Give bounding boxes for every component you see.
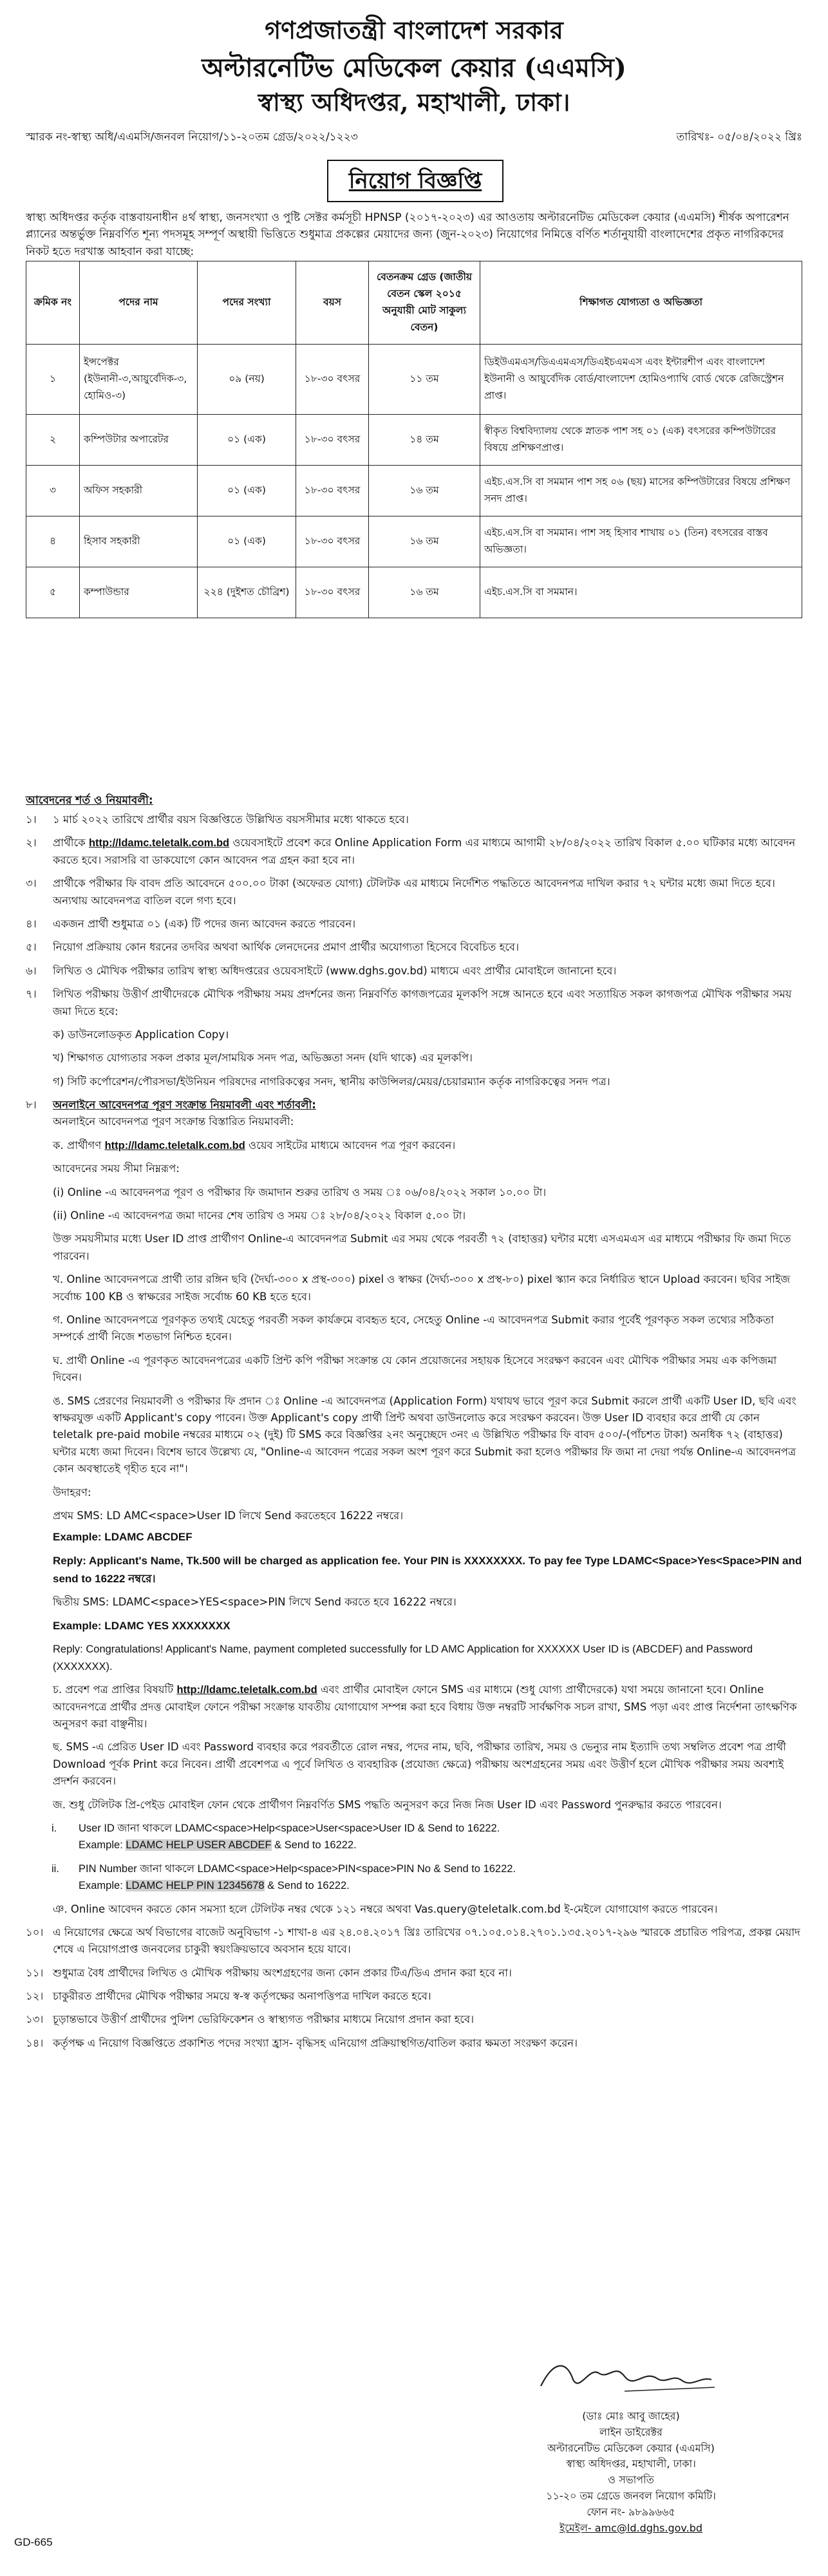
table-row [26, 516, 802, 567]
item-text: একজন প্রার্থী শুধুমাত্র ০১ (এক) টি পদের জন্য আবেদন করতে পারবেন। [53, 917, 356, 930]
table-cell: ১৮-৩০ বৎসর [296, 466, 369, 516]
sms-example-2: Example: LDAMC YES XXXXXXXX [53, 1620, 231, 1633]
item-number: ৫। [26, 941, 37, 954]
list-item [26, 986, 802, 1020]
list-item [26, 1074, 802, 1090]
list-item [26, 1508, 802, 1524]
table-cell: ৩ [26, 466, 80, 516]
item-text: অনলাইনে আবেদনপত্র পূরণ সংক্রান্ত বিস্তারিত নিয়মাবলী: [53, 1115, 294, 1128]
item-number [26, 1231, 53, 1265]
list-item [26, 875, 802, 909]
recovery-instruction: User ID জানা থাকলে LDAMC<space>Help<space>User<space>User ID & Send to 16222. [79, 1822, 500, 1834]
item-number: ii. [52, 1862, 59, 1875]
item-number: i. [52, 1822, 57, 1834]
recovery-instruction: PIN Number জানা থাকলে LDAMC<space>Help<space>PIN<space>PIN No & Send to 16222. [79, 1862, 516, 1875]
list-item [26, 2011, 802, 2028]
recovery-item [52, 1861, 802, 1895]
col-post-name: পদের নাম [80, 261, 198, 345]
item-number: ৩। [26, 877, 37, 890]
list-item [26, 1393, 802, 1478]
footer-code: GD-665 [14, 2536, 53, 2548]
table-cell: কম্পাউন্ডার [80, 567, 198, 618]
list-item [26, 1924, 802, 1958]
item-text: আবেদনের সময় সীমা নিম্নরূপ: [53, 1162, 180, 1175]
item-text: নিয়োগ প্রক্রিয়ায় কোন ধরনের তদবির অথবা আর্থিক লেনদেনের প্রমাণ প্রার্থীর অযোগ্যতা হিসেবে বিবেচিত হবে। [53, 941, 520, 954]
item-number [26, 1312, 53, 1346]
table-cell: ১৮-৩০ বৎসর [296, 516, 369, 567]
signature [528, 2354, 721, 2399]
col-age: বয়স [296, 261, 369, 345]
item-number [26, 1074, 53, 1090]
table-row [26, 567, 802, 618]
item-text: ওয়েবসাইটে প্রবেশ করে Online Application Form এর মাধ্যমে আগামী ২৮/০৪/২০২২ তারিখ বিকাল ৫.০০ ঘটিকার মধ্যে আবেদন করতে হবে। সরাসরি বা ডাকযোগে কোন আবেদন পত্র গ্রহন করা হবে না। [53, 837, 796, 866]
item-text: লিখিত পরীক্ষায় উত্তীর্ণ প্রার্থীদেরকে মৌখিক পরীক্ষায় সময় প্রদর্শনের জন্য নিম্নবর্ণিত কাগজপত্রের মূলকপি সঙ্গে আনতে হবে এবং সত্যায়িত সকল কাগজপত্র মৌখিক পরীক্ষার সময় জমা দিতে হবে: [53, 988, 792, 1018]
table-row [26, 415, 802, 466]
item-number [26, 1027, 53, 1043]
item-number: ১। [26, 813, 37, 826]
table-cell: ৪ [26, 516, 80, 567]
item-number [26, 1352, 53, 1387]
item-number [26, 1160, 53, 1177]
item-number: ৬। [26, 964, 37, 977]
item-number: ১০। [26, 1926, 44, 1938]
table-cell: এইচ.এস.সি বা সমমান। [480, 567, 802, 618]
list-item [26, 1184, 802, 1201]
item-text: লিখিত ও মৌখিক পরীক্ষার তারিখ স্বাস্থ্য অধিদপ্তরের ওয়েবসাইটে (www.dghs.gov.bd) মাধ্যমে এবং প্রার্থীর মোবাইলে জানানো হবে। [53, 964, 617, 977]
item-number [26, 1393, 53, 1478]
conditions-heading: আবেদনের শর্ত ও নিয়মাবলী: [26, 794, 153, 807]
item-number: ১২। [26, 1990, 44, 2003]
item-text: এ নিয়োগের ক্ষেত্রে অর্থ বিভাগের বাজেট অনুবিভাগ -১ শাখা-৪ এর ২৪.০৪.২০১৭ খ্রিঃ তারিখের ০৭.১০৫.০১৪.২৭০১.১৩৫.২০১৭-২৯৬ স্মারকে প্রচারিত পরিপত্র, প্রকল্প মেয়াদ শেষে এ নিয়োগপ্রাপ্ত জনবলের চাকুরী স্বয়ংক্রিয়ভাবে অবসান হয়ে যাবে। [53, 1926, 800, 1956]
item-text: খ. Online আবেদনপত্রে প্রার্থী তার রঙ্গিন ছবি (দৈর্ঘ্য-৩০০ x প্রস্থ-৩০০) pixel ও স্বাক্ষর (দৈর্ঘ্য-৩০০ x প্রস্থ-৮০) pixel স্ক্যান করে নির্ধারিত স্থানে Upload করবেন। ছবির সাইজ সর্বোচ্চ 100 KB ও স্বাক্ষরের সাইজ সর্বোচ্চ 60 KB হতে হবে। [53, 1273, 791, 1303]
list-item [26, 1208, 802, 1224]
sms-reply-1: Reply: Applicant's Name, Tk.500 will be charged as application fee. Your PIN is XXXXXXXX. To pay fee Type LDAMC<Space>Yes<Space>PIN and send to 16222 নম্বরে। [53, 1555, 802, 1585]
conditions-list [26, 811, 802, 2058]
item-text: ছ. SMS -এ প্রেরিত User ID এবং Password ব্যবহার করে পরবর্তীতে রোল নম্বর, পদের নাম, ছবি, পরীক্ষার তারিখ, সময় ও ভেন্যুর নাম ইত্যাদি তথ্য সম্বলিত প্রবেশ পত্র প্রার্থী Download পূর্বক Print করে নিবেন। প্রার্থী প্রবেশপত্র এ পূর্বে লিখিত ও ব্যবহারিক (প্রযোজ্য ক্ষেত্রে) পরীক্ষায় অংশগ্রহনের সময় এবং উত্তীর্ণ হলে মৌখিক পরীক্ষার সময় অবশ্যই প্রদর্শন করবেন। [53, 1741, 787, 1788]
table-row [26, 345, 802, 415]
government-header: গণপ্রজাতন্ত্রী বাংলাদেশ সরকার [265, 15, 563, 44]
table-cell: ১১ তম [369, 345, 480, 415]
issue-date: তারিখঃ- ০৫/০৪/২০২২ খ্রিঃ [676, 131, 802, 144]
item-text: (ii) Online -এ আবেদনপত্র জমা দানের শেষ তারিখ ও সময় ঃ ২৮/০৪/২০২২ বিকাল ৫.০০ টা। [53, 1209, 466, 1222]
signatory-office: অল্টারনেটিভ মেডিকেল কেয়ার (এএমসি) [547, 2441, 715, 2454]
intro-paragraph: স্বাস্থ্য অধিদপ্তর কর্তৃক বাস্তবায়নাধীন ৪র্থ স্বাস্থ্য, জনসংখ্যা ও পুষ্টি সেক্টর কর্মসূচী HPNSP (২০১৭-২০২৩) এর আওতায় অল্টারনেটিভ মেডিকেল কেয়ার (এএমসি) শীর্ষক অপারেশন প্ল্যানের অন্তর্ভুক্ত নিম্নবর্ণিত শূন্য পদসমূহ সম্পূর্ণ অস্থায়ী ভিত্তিতে শুধুমাত্র প্রকল্পের মেয়াদের জন্য (জুন-২০২৩) নিয়োগের নিমিত্তে বর্ণিত শর্তানুযায়ী বাংলাদেশের প্রকৃত নাগরিকদের নিকট হতে দরখাস্ত আহবান করা যাচ্ছে: [26, 211, 789, 258]
table-cell: ২২৪ (দুইশত চৌব্রিশ) [198, 567, 296, 618]
table-cell: ১৪ তম [369, 415, 480, 466]
list-item [26, 835, 802, 869]
list-item [26, 1097, 802, 1131]
table-cell: ১৬ তম [369, 516, 480, 567]
table-cell: ৫ [26, 567, 80, 618]
sms-reply-2: Reply: Congratulations! Applicant's Name, payment completed successfully for LD AMC Application for XXXXXX User ID is (ABCDEF) and Password (XXXXXXX). [53, 1643, 753, 1672]
item-number: ১১। [26, 1966, 44, 1979]
item-text: ১ মার্চ ২০২২ তারিখে প্রার্থীর বয়স বিজ্ঞপ্তিতে উল্লিখিত বয়সসীমার মধ্যে থাকতে হবে। [53, 813, 409, 826]
item-number [26, 1508, 53, 1524]
signatory-dept: স্বাস্থ্য অধিদপ্তর, মহাখালী, ঢাকা। [566, 2458, 696, 2470]
table-cell: ১৮-৩০ বৎসর [296, 415, 369, 466]
item-number [26, 1797, 53, 1814]
item-number [26, 1484, 53, 1501]
item-text: জ. শুধু টেলিটক প্রি-পেইড মোবাইল ফোন থেকে প্রার্থীগণ নিম্নবর্ণিত SMS পদ্ধতি অনুসরণ করে নিজ নিজ User ID এবং Password পুনরুদ্ধার করতে পারবেন। [53, 1798, 722, 1811]
table-cell: ০১ (এক) [198, 466, 296, 516]
item-text: ঞ. Online আবেদন করতে কোন সমস্যা হলে টেলিটক নম্বর থেকে ১২১ নম্বরে অথবা Vas.query@teletalk.com.bd ই-মেইলে যোগাযোগ করতে পারবেন। [53, 1902, 718, 1915]
item-number: ৭। [26, 988, 37, 1001]
item-number [26, 1050, 53, 1066]
application-link[interactable]: http://ldamc.teletalk.com.bd [88, 837, 230, 849]
item-number [26, 1901, 53, 1918]
col-grade: বেতনক্রম গ্রেড (জাতীয় বেতন স্কেল ২০১৫ অনুযায়ী মোট সাকুল্য বেতন) [369, 261, 480, 345]
list-item [26, 1901, 802, 1918]
item-text: চাকুরীরত প্রার্থীদের মৌখিক পরীক্ষার সময়ে স্ব-স্ব কর্তৃপক্ষের অনাপত্তিপত্র দাখিল করতে হবে। [53, 1990, 431, 2003]
example-label: Example: [79, 1839, 123, 1852]
application-link[interactable]: http://ldamc.teletalk.com.bd [104, 1139, 245, 1151]
list-item [26, 811, 802, 828]
item-text: প্রথম SMS: LD AMC<space>User ID লিখে Send করতেহবে 16222 নম্বরে। [53, 1509, 404, 1522]
table-row [26, 466, 802, 516]
item-text: (i) Online -এ আবেদনপত্র পূরণ ও পরীক্ষার ফি জমাদান শুরুর তারিখ ও সময় ঃ ০৬/০৪/২০২২ সকাল ১০.০০ টা। [53, 1186, 547, 1198]
item-number [26, 1681, 53, 1732]
list-item [26, 1137, 802, 1154]
col-post-count: পদের সংখ্যা [198, 261, 296, 345]
table-cell: স্বীকৃত বিশ্ববিদ্যালয় থেকে স্নাতক পাশ সহ ০১ (এক) বৎসরের কম্পিউটারের বিষয়ে প্রশিক্ষণপ্রাপ্ত। [480, 415, 802, 466]
item-text: উক্ত সময়সীমার মধ্যে User ID প্রাপ্ত প্রার্থীগণ Online-এ আবেদনপত্র Submit এর সময় থেকে পরবর্তী ৭২ (বাহাত্তর) ঘন্টার মধ্যে এসএমএস এর মাধ্যমে পরীক্ষার ফি জমা দিতে পারবেন। [53, 1233, 791, 1262]
item-number [26, 1137, 53, 1154]
item-text: ঘ. প্রার্থী Online -এ পূরণকৃত আবেদনপত্রের একটি প্রিন্ট কপি পরীক্ষা সংক্রান্ত যে কোন প্রয়োজনের সহায়ক হিসেবে সংরক্ষণ করবেন এবং মৌখিক পরীক্ষার সময় এক কপিজমা দিবেন। [53, 1354, 777, 1384]
list-item [26, 1965, 802, 1982]
list-item [26, 916, 802, 933]
example-highlight: LDAMC HELP USER ABCDEF [126, 1839, 272, 1852]
example-suffix: & Send to 16222. [274, 1839, 357, 1852]
item-number: ২। [26, 837, 37, 849]
item-number [26, 1208, 53, 1224]
list-item [26, 1739, 802, 1790]
list-item [26, 1988, 802, 2005]
item-text: এবং প্রার্থীর মোবাইল ফোনে SMS এর মাধ্যমে (শুধু যোগ্য প্রার্থীদেরকে) যথা সময়ে জানানো হবে। Online আবেদনপত্রে প্রার্থীর প্রদত্ত মোবাইল ফোনে পরীক্ষা সংক্রান্ত যাবতীয় যোগাযোগ সম্পন্ন করা হবে বিধায় উক্ত নম্বরটি সার্বক্ষণিক সচল রাখা, SMS পড়া এবং প্রাপ্ত নির্দেশনা তাৎক্ষণিক অনুসরণ করা বাঞ্ছনীয়। [53, 1683, 797, 1730]
item-text: ঙ. SMS প্রেরণের নিয়মাবলী ও পরীক্ষার ফি প্রদান ঃ Online -এ আবেদনপত্র (Application Form) যথাযথ ভাবে পূরণ করে Submit করলে প্রার্থী একটি User ID, ছবি এবং স্বাক্ষরযুক্ত একটি Applicant's copy পাবেন। উক্ত Applicant's copy প্রার্থী প্রিন্ট অথবা ডাউনলোড করে সংরক্ষণ করবেন। উক্ত User ID ব্যবহার করে প্রার্থী যে কোন teletalk pre-paid mobile নম্বরের মাধ্যমে ০২ (দুই) টি SMS করে বিজ্ঞপ্তির ২নং অনুচ্ছেদে ৩নং এ উল্লিখিত পরীক্ষার ফি বাবদ ৫০০/-(পাঁচশত টাকা) অনধিক ৭২ (বাহাত্তর) ঘন্টার মধ্যে জমা দিবেন। বিশেষ ভাবে উল্লেখ্য যে, "Online-এ আবেদন পত্রের সকল অংশ পূরণ করে Submit করা হলেও পরীক্ষার ফি জমা না দেয়া পর্যন্ত Online-এ আবেদনপত্র কোন অবস্থাতেই গৃহীত হবে না"। [53, 1394, 796, 1475]
item-number: ৮। [26, 1099, 37, 1112]
item-text: শুধুমাত্র বৈধ প্রার্থীদের লিখিত ও মৌখিক পরীক্ষায় অংশগ্রহণের জন্য কোন প্রকার টিএ/ডিএ প্রদান করা হবে না। [53, 1966, 512, 1979]
list-item [26, 1352, 802, 1387]
table-cell: এইচ.এস.সি বা সমমান পাশ সহ ০৬ (ছয়) মাসের কম্পিউটারের বিষয়ে প্রশিক্ষণ সনদ প্রাপ্ত। [480, 466, 802, 516]
item-text: গ) সিটি কর্পোরেশন/পৌরসভা/ইউনিয়ন পরিষদের নাগরিকত্বের সনদ, স্থানীয় কাউন্সিলর/মেয়র/চেয়ারম্যান কর্তৃক নাগরিকত্বের সনদ পত্র। [53, 1075, 610, 1088]
item-number: ১৩। [26, 2013, 44, 2026]
list-item [26, 1312, 802, 1346]
item-text: গ. Online আবেদনপত্রে পূরণকৃত তথ্যই যেহেতু পরবর্তী সকল কার্যক্রমে ব্যবহৃত হবে, সেহেতু Online -এ আবেদনপত্র Submit করার পূর্বেই পূরণকৃত সকল তথ্যের সঠিকতা সম্পর্কে প্রার্থী নিজে শতভাগ নিশ্চিত হবেন। [53, 1313, 774, 1343]
department-header: স্বাস্থ্য অধিদপ্তর, মহাখালী, ঢাকা। [258, 88, 570, 117]
table-cell: ডিইউএমএস/ডিএএমএস/ডিএইচএমএস এবং ইন্টারশীপ এবং বাংলাদেশ ইউনানী ও আয়ুর্বেদিক বোর্ড/বাংলাদেশ হোমিওপ্যাথি বোর্ড থেকে রেজিস্ট্রেশন প্রাপ্ত। [480, 345, 802, 415]
table-cell: হিসাব সহকারী [80, 516, 198, 567]
posts-table [26, 261, 802, 618]
item-text: প্রার্থীকে [53, 837, 86, 849]
list-item [26, 1160, 802, 1177]
item-number: ১৪। [26, 2036, 44, 2049]
table-cell: কম্পিউটার অপারেটর [80, 415, 198, 466]
item-text: ওয়েব সাইটের মাধ্যমে আবেদন পত্র পূরণ করবেন। [249, 1139, 456, 1151]
table-cell: ২ [26, 415, 80, 466]
signatory-title: লাইন ডাইরেক্টর [599, 2425, 663, 2438]
memo-number: স্মারক নং-স্বাস্থ্য অধি/এএমসি/জনবল নিয়োগ/১১-২০তম গ্রেড/২০২২/১২২৩ [26, 131, 358, 144]
list-item [26, 1484, 802, 1501]
signatory-email[interactable]: ইমেইল- amc@ld.dghs.gov.bd [559, 2521, 703, 2534]
signatory-phone: ফোন নং- ৯৮৯৯৬৬৫ [587, 2505, 675, 2518]
item-text: উদাহরণ: [53, 1486, 91, 1499]
table-cell: ইন্সপেক্টর (ইউনানী-৩,আয়ুর্বেদিক-৩, হোমিও-৩) [80, 345, 198, 415]
col-qualification: শিক্ষাগত যোগ্যতা ও অভিজ্ঞতা [480, 261, 802, 345]
item-text: চূড়ান্তভাবে উত্তীর্ণ প্রার্থীদের পুলিশ ভেরিফিকেশন ও স্বাস্থ্যগত পরীক্ষার মাধ্যমে নিয়োগ প্রদান করা হবে। [53, 2013, 475, 2026]
item-text: প্রার্থীকে পরীক্ষার ফি বাবদ প্রতি আবেদনে ৫০০.০০ টাকা (অফেরত যোগ্য) টেলিটক এর মাধ্যমে নির্দেশিত পদ্ধতিতে আবেদনপত্র দাখিল করার ৭২ ঘন্টার মধ্যে জমা দিতে হবে। অন্যথায় আবেদনপত্র বাতিল বলে গণ্য হবে। [53, 877, 775, 907]
table-header-row [26, 261, 802, 345]
example-label: Example: [79, 1880, 123, 1892]
signatory-role: ও সভাপতি [608, 2474, 654, 2486]
office-header: অল্টারনেটিভ মেডিকেল কেয়ার (এএমসি) [202, 53, 626, 83]
table-cell: ১ [26, 345, 80, 415]
item-heading: অনলাইনে আবেদনপত্র পূরণ সংক্রান্ত নিয়মাবলী এবং শর্তাবলী: [53, 1099, 316, 1112]
table-cell: ০১ (এক) [198, 415, 296, 466]
list-item [26, 1231, 802, 1265]
table-cell: ১৮-৩০ বৎসর [296, 345, 369, 415]
item-number [26, 1184, 53, 1201]
list-item [26, 1271, 802, 1305]
col-serial: ক্রমিক নং [26, 261, 80, 345]
table-cell: ০১ (এক) [198, 516, 296, 567]
item-text: চ. প্রবেশ পত্র প্রাপ্তির বিষয়টি [53, 1683, 174, 1696]
list-item [26, 1681, 802, 1732]
table-cell: ১৮-৩০ বৎসর [296, 567, 369, 618]
table-cell: অফিস সহকারী [80, 466, 198, 516]
example-highlight: LDAMC HELP PIN 12345678 [126, 1880, 265, 1892]
item-text: কর্তৃপক্ষ এ নিয়োগ বিজ্ঞপ্তিতে প্রকাশিত পদের সংখ্যা হ্রাস- বৃদ্ধিসহ এনিয়োগ প্রক্রিয়াস্থগিত/বাতিল করার ক্ষমতা সংরক্ষণ করেন। [53, 2036, 578, 2049]
recovery-item [52, 1820, 802, 1854]
list-item [26, 939, 802, 956]
list-item [26, 1050, 802, 1066]
list-item [26, 963, 802, 980]
list-item [26, 2035, 802, 2052]
table-cell: ১৬ তম [369, 466, 480, 516]
item-number [26, 1739, 53, 1790]
list-item [26, 1027, 802, 1043]
signatory-committee: ১১-২০ তম গ্রেডে জনবল নিয়োগ কমিটি। [546, 2489, 716, 2502]
application-link[interactable]: http://ldamc.teletalk.com.bd [176, 1684, 317, 1696]
table-cell: ০৯ (নয়) [198, 345, 296, 415]
list-item [26, 1797, 802, 1814]
item-text: ক) ডাউনলোডকৃত Application Copy। [53, 1028, 229, 1041]
signatory-name: (ডাঃ মোঃ আবু জাহের) [582, 2410, 680, 2422]
table-cell: এইচ.এস.সি বা সমমান। পাশ সহ হিসাব শাখায় ০১ (তিন) বৎসরের বাস্তব অভিজ্ঞতা। [480, 516, 802, 567]
sms-example-1: Example: LDAMC ABCDEF [53, 1531, 193, 1544]
table-cell: ১৬ তম [369, 567, 480, 618]
item-text: খ) শিক্ষাগত যোগ্যতার সকল প্রকার মূল/সাময়িক সনদ পত্র, অভিজ্ঞতা সনদ (যদি থাকে) এর মূলকপি। [53, 1052, 473, 1065]
item-number: ৪। [26, 917, 37, 930]
item-text: ক. প্রার্থীগণ [53, 1139, 102, 1151]
signature-block [464, 2409, 798, 2536]
item-number [26, 1271, 53, 1305]
notice-title: নিয়োগ বিজ্ঞপ্তি [327, 160, 503, 202]
example-suffix: & Send to 16222. [267, 1880, 350, 1892]
second-sms: দ্বিতীয় SMS: LDAMC<space>YES<space>PIN লিখে Send করতে হবে 16222 নম্বরে। [53, 1595, 456, 1608]
